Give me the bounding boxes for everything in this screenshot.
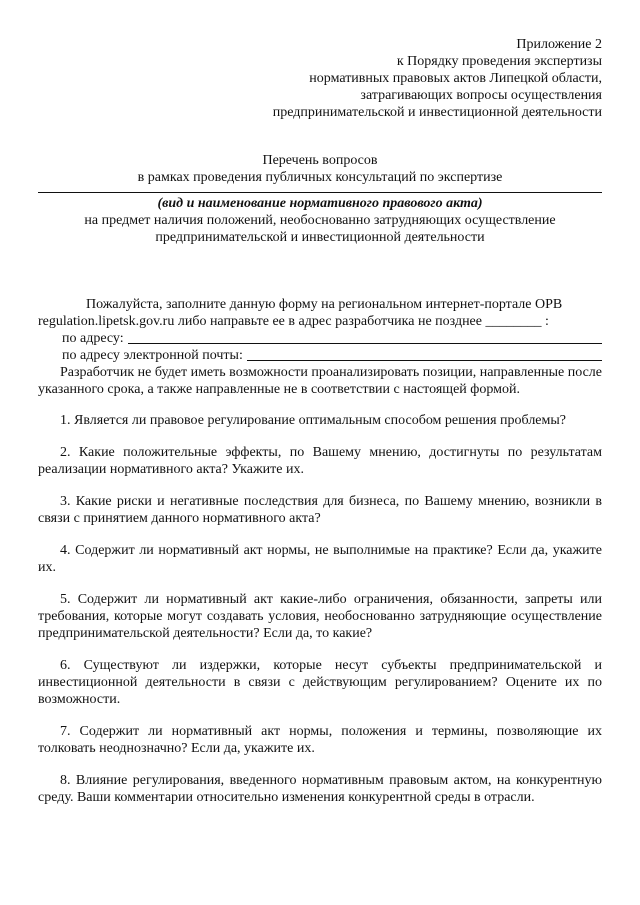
appendix-line: нормативных правовых актов Липецкой области, xyxy=(309,71,602,86)
appendix-line: предпринимательской и инвестиционной деятельности xyxy=(272,105,602,120)
question-item: 2. Какие положительные эффекты, по Вашему мнению, достигнуты по результатам реализации нормативного акта? Укажите их. xyxy=(38,445,602,477)
question-item: 1. Является ли правовое регулирование оптимальным способом решения проблемы? xyxy=(60,413,566,428)
intro-text: regulation.lipetsk.gov.ru либо направьте ее в адрес разработчика не позднее ________ : xyxy=(38,314,549,329)
question-item: 8. Влияние регулирования, введенного нормативным правовым актом, на конкурентную среду. Ваши комментарии относительно изменения конкурентной среды в отрасли. xyxy=(38,773,602,805)
title-line: предпринимательской и инвестиционной деятельности xyxy=(155,230,485,245)
title-line: в рамках проведения публичных консультаций по экспертизе xyxy=(137,170,503,185)
title-line: Перечень вопросов xyxy=(262,153,378,168)
email-row xyxy=(62,347,602,364)
act-name-caption: (вид и наименование нормативного правового акта) xyxy=(157,196,483,211)
appendix-line: к Порядку проведения экспертизы xyxy=(396,54,602,69)
question-item: 3. Какие риски и негативные последствия для бизнеса, по Вашему мнению, возникли в связи с принятием данного нормативного акта? xyxy=(38,494,602,526)
appendix-line: затрагивающих вопросы осуществления xyxy=(360,88,602,103)
address-row xyxy=(62,330,602,347)
intro-note: Разработчик не будет иметь возможности проанализировать позиции, направленные после указанного срока, а также направленные не в соответствии с настоящей формой. xyxy=(38,365,602,397)
question-item: 6. Существуют ли издержки, которые несут субъекты предпринимательской и инвестиционной деятельности в связи с действующим регулированием? Оцените их по возможности. xyxy=(38,658,602,707)
address-label: по адресу: xyxy=(62,331,124,346)
document-body xyxy=(38,296,602,806)
question-item: 4. Содержит ли нормативный акт нормы, не выполнимые на практике? Если да, укажите их. xyxy=(38,543,602,575)
document-title xyxy=(38,152,602,246)
title-line: на предмет наличия положений, необоснованно затрудняющих осуществление xyxy=(84,213,556,228)
question-item: 7. Содержит ли нормативный акт нормы, положения и термины, позволяющие их толковать неоднозначно? Если да, укажите их. xyxy=(38,724,602,756)
appendix-header xyxy=(182,36,602,121)
question-item: 5. Содержит ли нормативный акт какие-либо ограничения, обязанности, запреты или требования, которые могут создавать условия, необоснованно затрудняющие осуществление предпринимательской деятельности? Если да, то какие? xyxy=(38,592,602,641)
intro-text: Пожалуйста, заполните данную форму на региональном интернет-портале ОРВ xyxy=(86,297,563,312)
email-label: по адресу электронной почты: xyxy=(62,348,243,363)
act-name-blank-line xyxy=(38,186,602,193)
appendix-line: Приложение 2 xyxy=(516,37,602,52)
address-field[interactable] xyxy=(128,330,602,344)
email-field[interactable] xyxy=(247,347,602,361)
